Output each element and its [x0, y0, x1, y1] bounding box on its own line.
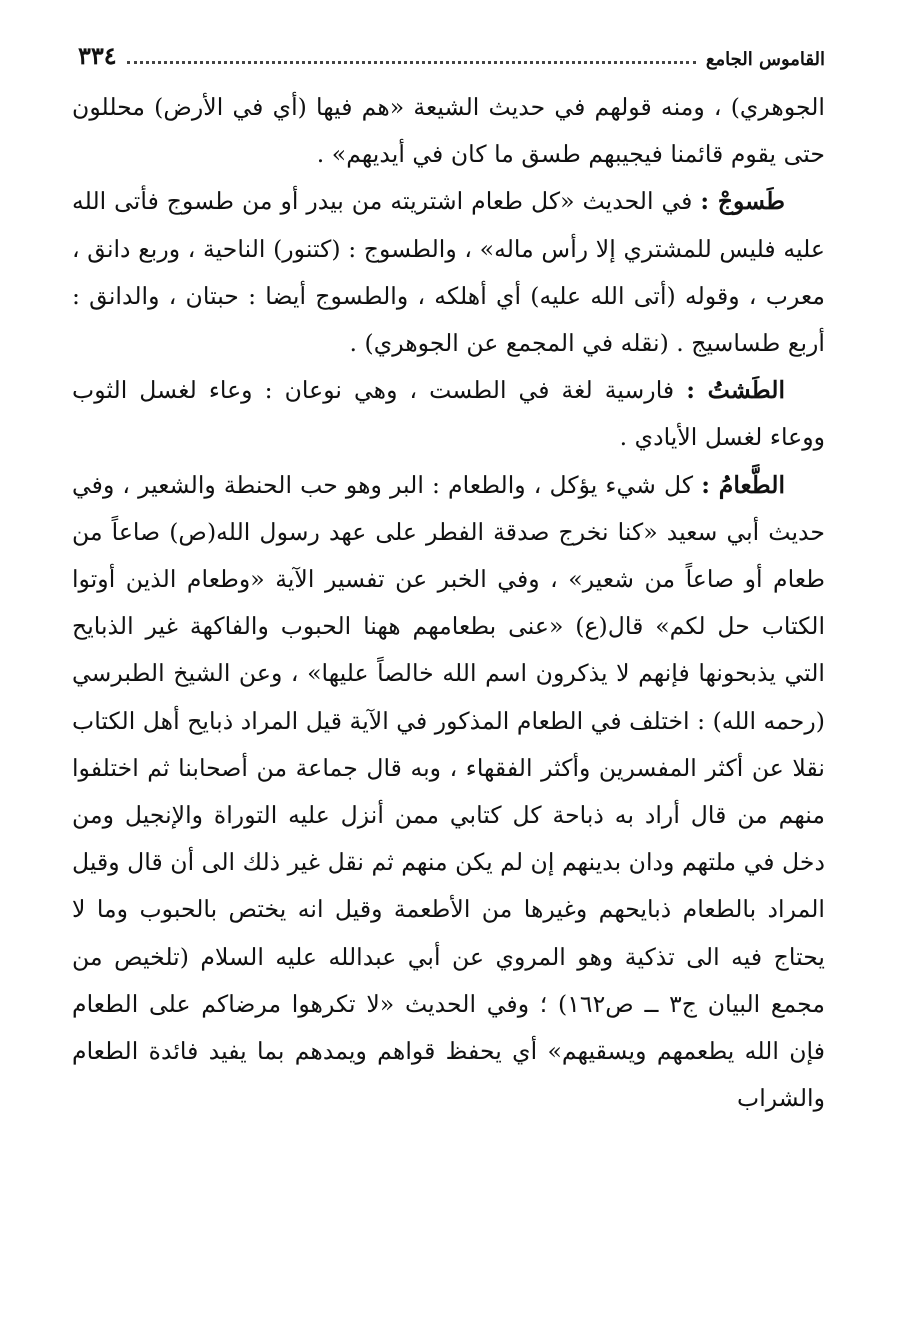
headword: الطَشتُ : [686, 376, 785, 405]
paragraph-text: الجوهري) ، ومنه قولهم في حديث الشيعة «هم فيها (أي في الأرض) محللون حتى يقوم قائمنا فيجيبهم طسق ما كان في أيديهم» . [72, 93, 825, 169]
paragraph-continuation [72, 84, 825, 178]
entry-tasht [72, 367, 825, 461]
page-number: ٣٣٤ [78, 41, 117, 70]
page [72, 28, 825, 1271]
body-text [72, 84, 825, 1122]
header-dot-leader [127, 61, 696, 64]
entry-taam [72, 462, 825, 1123]
entry-tasuj [72, 178, 825, 367]
entry-text: في الحديث «كل طعام اشتريته من بيدر أو من طسوج فأتى الله عليه فليس للمشتري إلا رأس ماله» ، والطسوج : (كتنور) الناحية ، وربع دانق ، معرب ، وقوله (أتى الله عليه) أي أهلكه ، والطسوج أيضا : حبتان ، والدانق : أربع طساسيج . (نقله في المجمع عن الجوهري) . [72, 187, 825, 358]
entry-text: فارسية لغة في الطست ، وهي نوعان : وعاء لغسل الثوب ووعاء لغسل الأيادي . [72, 376, 825, 452]
entry-text: كل شيء يؤكل ، والطعام : البر وهو حب الحنطة والشعير ، وفي حديث أبي سعيد «كنا نخرج صدقة الفطر على عهد رسول الله(ص) صاعاً من طعام أو صاعاً من شعير» ، وفي الخبر عن تفسير الآية «وطعام الذين أوتوا الكتاب حل لكم» قال(ع) «عنى بطعامهم ههنا الحبوب والفاكهة غير الذبايح التي يذبحونها فإنهم لا يذكرون اسم الله خالصاً عليها» ، وعن الشيخ الطبرسي (رحمه الله) : اختلف في الطعام المذكور في الآية قيل المراد ذبايح أهل الكتاب نقلا عن أكثر المفسرين وأكثر الفقهاء ، وبه قال جماعة من أصحابنا ثم اختلفوا منهم من قال أراد به ذباحة كل كتابي ممن أنزل عليه التوراة والإنجيل ومن دخل في ملتهم ودان بدينهم إن لم يكن منهم ثم نقل غير ذلك الى أن قال وقيل المراد بالطعام ذبايحهم وغيرها من الأطعمة وقيل انه يختص بالحبوب وما لا يحتاج فيه الى تذكية وهو المروي عن أبي عبدالله عليه السلام (تلخيص من مجمع البيان ج٣ ــ ص١٦٢) ؛ وفي الحديث «لا تكرهوا مرضاكم على الطعام فإن الله يطعمهم ويسقيهم» أي يحفظ قواهم ويمدهم بما يفيد فائدة الطعام والشراب [72, 470, 826, 1113]
headword: الطَّعامُ : [701, 470, 786, 499]
headword: طَسوجْ : [700, 187, 785, 216]
header-title: القاموس الجامع [705, 49, 825, 70]
running-header [72, 28, 825, 70]
